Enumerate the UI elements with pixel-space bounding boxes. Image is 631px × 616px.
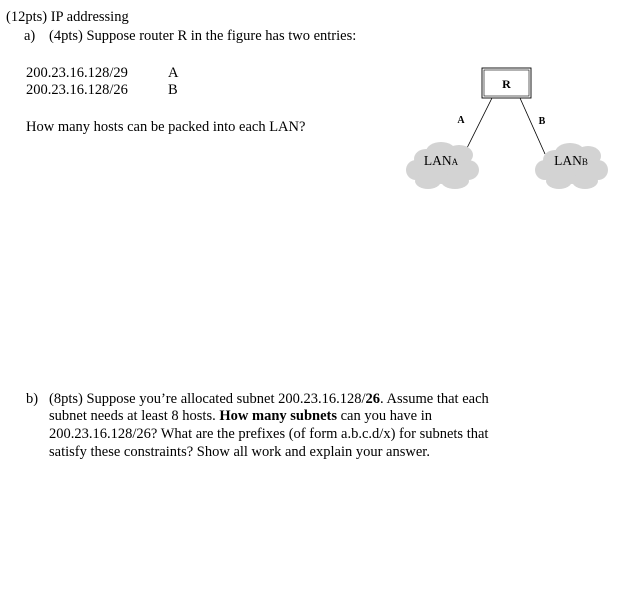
problem-title: (12pts) IP addressing [6,9,129,25]
lan-a-label: LANA [423,153,459,168]
router-box [482,68,531,98]
part-b-line-2-text: subnet needs at least 8 hosts. [49,408,220,424]
link-line-a [465,98,492,152]
part-b-line-4: satisfy these constraints? Show all work and explain your answer. [49,444,430,460]
part-b-line-2-tail: can you have in [337,408,433,424]
router-label: R [502,77,511,91]
routing-entry-interface-2: B [168,82,178,98]
lan-b-label: LANB [554,153,588,168]
network-diagram [395,60,610,205]
part-b-line-1 [49,391,489,408]
routing-entry-interface-1: A [168,65,179,81]
part-b-line-1-bold: 26 [365,391,381,407]
part-b-marker: b) [26,391,39,407]
routing-entry-prefix-2: 200.23.16.128/26 [26,82,128,98]
part-a-marker: a) [24,28,36,44]
part-a-text: (4pts) Suppose router R in the figure has two entries: [49,28,357,44]
part-b-line-2-bold: How many subnets [219,408,337,424]
part-a-question: How many hosts can be packed into each LAN? [26,119,306,135]
part-b-line-3: 200.23.16.128/26? What are the prefixes (of form a.b.c.d/x) for subnets that [49,426,489,442]
interface-a-label: A [457,115,465,126]
part-b-line-1-text: (8pts) Suppose you’re allocated subnet 200.23.16.128/ [49,391,366,407]
routing-entry-prefix-1: 200.23.16.128/29 [26,65,128,81]
interface-b-label: B [538,116,546,127]
part-b-line-2 [49,408,432,425]
part-b-line-1-tail: . Assume that each [380,391,489,407]
